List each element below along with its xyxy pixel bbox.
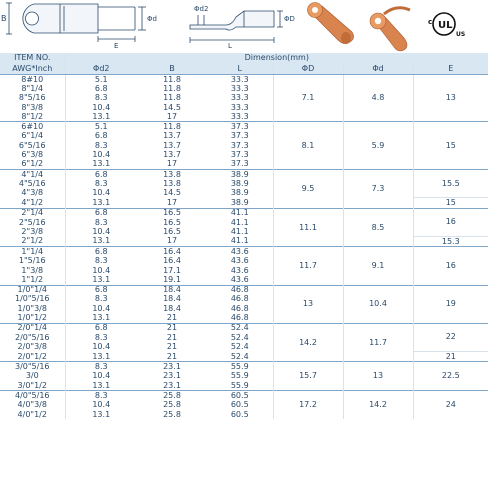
- cell-item: 1"5/16: [0, 257, 65, 266]
- table-row: [0, 75, 488, 85]
- cell-b: 18.4: [137, 285, 207, 295]
- cell-item: 2"1/4: [0, 208, 65, 218]
- cell-l: 38.9: [207, 169, 273, 179]
- table-row: [0, 247, 488, 257]
- cell-d2: 8.3: [94, 141, 108, 150]
- table-row: [0, 391, 488, 401]
- cell-e: 13: [413, 75, 488, 122]
- lug-spec-table: [0, 53, 488, 419]
- cell-d2: 6.8: [65, 247, 137, 257]
- cell-l: 60.5: [230, 400, 249, 410]
- cell-item: 1/0"1/4: [0, 285, 65, 295]
- cell-l: 33.3: [230, 84, 249, 93]
- cell-item: 8"3/8: [0, 103, 65, 112]
- cell-item: 6"1/2: [0, 160, 65, 170]
- cell-b: 25.8: [137, 391, 207, 401]
- cell-d: 14.2: [343, 391, 413, 419]
- cell-d2: 8.3: [94, 179, 108, 188]
- table-row: [0, 362, 488, 372]
- cell-d2: 13.1: [92, 159, 111, 169]
- lug-side-view-drawing: [190, 11, 283, 43]
- cell-e: 16: [413, 208, 488, 236]
- cell-d2: 13.1: [92, 112, 111, 121]
- cell-b: 11.8: [137, 122, 207, 132]
- cell-item: 4"3/8: [0, 189, 65, 198]
- cell-d2: 10.4: [92, 102, 111, 112]
- label-phi-d2: Φd2: [194, 5, 209, 13]
- cell-b: 14.5: [163, 188, 181, 198]
- label-e: E: [114, 42, 119, 50]
- copper-lug-photo-1: [308, 3, 354, 45]
- cell-d2: 6.8: [65, 208, 137, 218]
- header-dimension: Dimension(mm): [65, 53, 488, 63]
- cell-big-d: 11.7: [273, 247, 343, 285]
- cell-big-d: 15.7: [273, 362, 343, 391]
- cell-l: 46.8: [230, 294, 249, 304]
- ul-certification-logo: [428, 13, 465, 38]
- cell-item: 2/0"1/2: [0, 352, 65, 362]
- cell-l: 46.8: [230, 313, 249, 323]
- cell-d: 11.7: [343, 323, 413, 362]
- cell-d2: 10.4: [92, 265, 111, 275]
- cell-b: 11.8: [137, 75, 207, 85]
- cell-d: 8.5: [343, 208, 413, 247]
- table-row: [0, 122, 488, 132]
- cell-d2: 8.3: [94, 217, 108, 227]
- cell-b: 13.8: [137, 169, 207, 179]
- cell-d2: 13.1: [92, 351, 111, 361]
- cell-l: 41.1: [230, 236, 249, 246]
- header-col-e: E: [413, 63, 488, 75]
- cell-l: 43.6: [230, 275, 249, 284]
- cell-b: 13.7: [163, 150, 181, 160]
- cell-d2: 13.1: [92, 236, 111, 246]
- cell-d2: 10.4: [92, 188, 111, 198]
- cell-d2: 10.4: [92, 304, 111, 313]
- cell-item: 4/0"5/16: [0, 391, 65, 401]
- cell-d: 13: [343, 362, 413, 391]
- cell-item: 2/0"3/8: [0, 342, 65, 351]
- cell-l: 37.3: [207, 122, 273, 132]
- cell-b: 13.7: [163, 131, 181, 141]
- cell-d2: 13.1: [92, 381, 111, 390]
- ul-c-text: c: [428, 18, 433, 26]
- cell-b: 17.1: [163, 265, 181, 275]
- cell-d: 9.1: [343, 247, 413, 285]
- cell-b: 16.5: [163, 217, 181, 227]
- cell-d2: 8.3: [94, 93, 108, 103]
- header-col-big-d: ΦD: [273, 63, 343, 75]
- label-b: B: [1, 14, 7, 23]
- header-item-no: ITEM NO.: [0, 53, 65, 63]
- cell-e: 16: [413, 247, 488, 285]
- cell-e: 15.3: [413, 237, 488, 247]
- cell-item: 1/0"5/16: [0, 295, 65, 304]
- label-phi-big-d: ΦD: [284, 15, 295, 23]
- header-awg: AWG*Inch: [0, 63, 65, 75]
- lug-top-view-drawing: [6, 3, 146, 42]
- cell-d2: 8.3: [94, 333, 108, 342]
- cell-e: 15: [413, 122, 488, 169]
- cell-d2: 6.8: [94, 131, 108, 141]
- header-col-b: B: [137, 63, 207, 75]
- cell-l: 46.8: [230, 304, 249, 313]
- label-l: L: [228, 42, 232, 50]
- product-illustration-strip: [0, 0, 488, 53]
- cell-item: 8"5/16: [0, 94, 65, 103]
- cell-l: 41.1: [207, 208, 273, 218]
- cell-item: 1"1/2: [0, 275, 65, 285]
- cell-l: 60.5: [207, 391, 273, 401]
- cell-d2: 6.8: [65, 285, 137, 295]
- cell-e: 15: [413, 198, 488, 208]
- cell-l: 37.3: [230, 150, 249, 160]
- ul-mark-text: UL: [438, 20, 453, 31]
- cell-big-d: 8.1: [273, 122, 343, 169]
- cell-big-d: 14.2: [273, 323, 343, 362]
- cell-l: 55.9: [207, 362, 273, 372]
- cell-item: 3/0: [0, 372, 65, 381]
- spec-table-body: [0, 75, 488, 420]
- cell-item: 1"3/8: [0, 266, 65, 275]
- table-row: [0, 169, 488, 179]
- cell-item: 2/0"1/4: [0, 323, 65, 333]
- cell-b: 21: [137, 323, 207, 333]
- cell-l: 43.6: [230, 265, 249, 275]
- cell-d2: 8.3: [65, 362, 137, 372]
- cell-l: 38.9: [230, 188, 249, 198]
- cell-l: 43.6: [230, 256, 249, 266]
- cell-l: 43.6: [207, 247, 273, 257]
- cell-b: 17: [166, 112, 178, 121]
- cell-d2: 10.4: [92, 371, 111, 381]
- cell-l: 60.5: [230, 409, 249, 419]
- cell-d2: 8.3: [94, 294, 108, 304]
- cell-d2: 6.8: [65, 323, 137, 333]
- cell-l: 33.3: [230, 102, 249, 112]
- cell-l: 52.4: [230, 333, 249, 342]
- cell-l: 41.1: [230, 217, 249, 227]
- cell-d2: 5.1: [65, 75, 137, 85]
- cell-l: 33.3: [230, 112, 249, 121]
- cell-l: 37.3: [230, 131, 249, 141]
- cell-b: 17: [166, 197, 178, 207]
- cell-l: 55.9: [230, 371, 249, 381]
- copper-lug-photo-2: [370, 8, 410, 51]
- cell-item: 1"1/4: [0, 247, 65, 257]
- cell-item: 6"5/16: [0, 141, 65, 150]
- cell-d2: 6.8: [65, 169, 137, 179]
- table-row: [0, 198, 488, 208]
- cell-d2: 6.8: [94, 84, 108, 93]
- cell-e: 21: [413, 352, 488, 362]
- cell-big-d: 17.2: [273, 391, 343, 419]
- cell-d2: 10.4: [92, 400, 111, 410]
- cell-d2: 8.3: [94, 256, 108, 266]
- cell-d2: 5.1: [65, 122, 137, 132]
- cell-d2: 10.4: [92, 227, 111, 236]
- cell-b: 23.1: [137, 362, 207, 372]
- cell-b: 16.5: [163, 227, 181, 236]
- cell-item: 4/0"1/2: [0, 410, 65, 419]
- cell-big-d: 7.1: [273, 75, 343, 122]
- ul-us-text: US: [456, 31, 466, 38]
- cell-e: 15.5: [413, 169, 488, 197]
- header-col-l: L: [207, 63, 273, 75]
- cell-b: 21: [166, 313, 178, 323]
- cell-l: 41.1: [230, 227, 249, 236]
- cell-item: 6"3/8: [0, 150, 65, 159]
- cell-b: 19.1: [163, 275, 181, 284]
- spec-table-wrapper: [0, 53, 488, 487]
- cell-l: 38.9: [230, 179, 249, 188]
- cell-item: 6"1/4: [0, 132, 65, 141]
- cell-b: 18.4: [163, 304, 181, 313]
- cell-b: 16.4: [137, 247, 207, 257]
- cell-d2: 13.1: [92, 409, 111, 419]
- cell-e: 24: [413, 391, 488, 419]
- cell-b: 13.8: [163, 179, 181, 188]
- table-row: [0, 237, 488, 247]
- cell-item: 8"1/2: [0, 112, 65, 122]
- lug-drawings: [0, 0, 488, 53]
- cell-b: 21: [166, 342, 178, 351]
- cell-big-d: 9.5: [273, 169, 343, 208]
- cell-e: 22: [413, 323, 488, 351]
- header-col-d: Φd: [343, 63, 413, 75]
- cell-d2: 10.4: [92, 150, 111, 160]
- cell-b: 21: [166, 333, 178, 342]
- cell-l: 52.4: [230, 351, 249, 361]
- cell-item: 1/0"1/2: [0, 313, 65, 323]
- cell-b: 13.7: [163, 141, 181, 150]
- cell-b: 16.5: [137, 208, 207, 218]
- cell-b: 17: [166, 236, 178, 246]
- label-phi-d: Φd: [147, 15, 157, 23]
- cell-l: 55.9: [230, 381, 249, 390]
- cell-l: 37.3: [230, 141, 249, 150]
- cell-b: 16.4: [163, 256, 181, 266]
- cell-l: 46.8: [207, 285, 273, 295]
- cell-l: 33.3: [230, 93, 249, 103]
- cell-item: 2"1/2: [0, 237, 65, 247]
- table-row: [0, 208, 488, 218]
- cell-l: 52.4: [230, 342, 249, 351]
- cell-item: 4"5/16: [0, 179, 65, 188]
- cell-e: 19: [413, 285, 488, 323]
- cell-d: 5.9: [343, 122, 413, 169]
- cell-big-d: 13: [273, 285, 343, 323]
- cell-item: 8"1/4: [0, 84, 65, 93]
- cell-item: 1/0"3/8: [0, 304, 65, 313]
- cell-b: 25.8: [163, 409, 181, 419]
- cell-b: 17: [166, 159, 178, 169]
- cell-b: 23.1: [163, 371, 181, 381]
- cell-b: 11.8: [163, 93, 181, 103]
- cell-big-d: 11.1: [273, 208, 343, 247]
- cell-d2: 13.1: [92, 313, 111, 323]
- table-row: [0, 323, 488, 333]
- cell-l: 37.3: [230, 159, 249, 169]
- cell-item: 3/0"1/2: [0, 381, 65, 391]
- cell-d2: 13.1: [92, 197, 111, 207]
- cell-item: 4"1/2: [0, 198, 65, 208]
- cell-d2: 13.1: [92, 275, 111, 284]
- cell-item: 3/0"5/16: [0, 362, 65, 372]
- cell-b: 23.1: [163, 381, 181, 390]
- header-col-d2: Φd2: [65, 63, 137, 75]
- cell-item: 4/0"3/8: [0, 401, 65, 410]
- cell-item: 2"3/8: [0, 227, 65, 236]
- cell-item: 8#10: [0, 75, 65, 85]
- cell-item: 2/0"5/16: [0, 333, 65, 342]
- cell-d: 7.3: [343, 169, 413, 208]
- cell-l: 52.4: [207, 323, 273, 333]
- cell-d: 10.4: [343, 285, 413, 323]
- cell-b: 14.5: [163, 102, 181, 112]
- table-row: [0, 352, 488, 362]
- cell-d: 4.8: [343, 75, 413, 122]
- cell-item: 2"5/16: [0, 218, 65, 227]
- cell-l: 38.9: [230, 197, 249, 207]
- cell-b: 25.8: [163, 400, 181, 410]
- cell-d2: 10.4: [92, 342, 111, 351]
- cell-item: 4"1/4: [0, 169, 65, 179]
- cell-d2: 8.3: [65, 391, 137, 401]
- cell-b: 11.8: [163, 84, 181, 93]
- table-row: [0, 285, 488, 295]
- cell-l: 33.3: [207, 75, 273, 85]
- cell-item: 6#10: [0, 122, 65, 132]
- cell-b: 18.4: [163, 294, 181, 304]
- cell-e: 22.5: [413, 362, 488, 391]
- cell-b: 21: [166, 351, 178, 361]
